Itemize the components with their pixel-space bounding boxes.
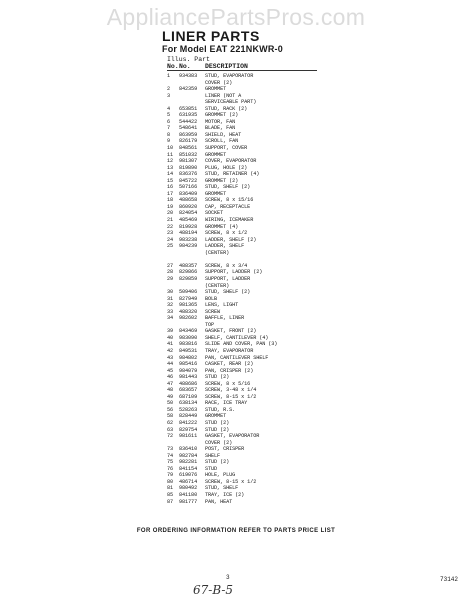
description-cell: GROMMET (2): [205, 177, 239, 184]
description-cell: SUPPORT, LADDER: [205, 275, 251, 282]
part-no-cell: 638134: [179, 400, 198, 407]
part-no-cell: 488658: [179, 197, 198, 204]
description-cell: LADDER, SHELF (2): [205, 236, 257, 243]
description-cell: CAP, RECEPTACLE: [205, 203, 251, 210]
illus-no-cell: 58: [167, 413, 174, 420]
illus-no-cell: 11: [167, 151, 174, 158]
illus-no-cell: 79: [167, 472, 174, 479]
description-cell: GROMMET: [205, 413, 227, 420]
description-cell: STUD (2): [205, 459, 230, 466]
description-cell: COVER, EVAPORATOR: [205, 158, 257, 165]
description-cell: LADDER, SHELF: [205, 243, 245, 250]
part-no-cell: 980492: [179, 485, 198, 492]
illus-no-cell: 4: [167, 105, 171, 112]
illus-no-cell: 15: [167, 177, 174, 184]
part-no-cell: 619076: [179, 472, 198, 479]
part-no-cell: 843469: [179, 328, 198, 335]
part-no-cell: 984239: [179, 243, 198, 250]
part-no-cell: 836376: [179, 171, 198, 178]
ordering-footer: FOR ORDERING INFORMATION REFER TO PARTS PRICE LIST: [136, 528, 336, 534]
part-no-cell: 687109: [179, 393, 198, 400]
part-no-cell: 841154: [179, 465, 198, 472]
part-no-cell: 981611: [179, 433, 198, 440]
description-cell: RACE, ICE TRAY: [205, 400, 248, 407]
part-no-cell: 829866: [179, 269, 198, 276]
description-cell: COVER (2): [205, 439, 233, 446]
part-no-cell: 488320: [179, 308, 198, 315]
illus-no-cell: 32: [167, 302, 174, 309]
part-no-cell: 488686: [179, 380, 198, 387]
description-cell: HOLE, PLUG: [205, 472, 236, 479]
part-no-cell: 981443: [179, 374, 198, 381]
part-no-cell: 845722: [179, 177, 198, 184]
description-cell: TRAY, ICE (2): [205, 492, 245, 498]
description-cell: PAN, HEAT: [205, 498, 233, 505]
description-cell: COVER (2): [205, 79, 233, 86]
description-cell: SHIELD, HEAT: [205, 131, 242, 138]
part-no-cell: 863959: [179, 131, 198, 138]
illus-no-cell: 13: [167, 164, 174, 171]
part-no-cell: [179, 250, 205, 257]
description-cell: SCREW, 8-15 x 1/2: [205, 478, 257, 485]
illus-no-cell: 81: [167, 485, 174, 492]
illus-no-cell: 2: [167, 86, 171, 93]
illus-no-cell: 87: [167, 498, 174, 505]
description-cell: GASKET, FRONT (2): [205, 328, 257, 335]
description-cell: SCREW, 3-48 x 1/4: [205, 387, 257, 394]
part-no-cell: 841222: [179, 419, 198, 426]
illus-no-cell: 63: [167, 426, 174, 433]
illus-no-cell: 75: [167, 459, 174, 466]
illus-no-cell: 30: [167, 289, 174, 296]
illus-no-cell: 25: [167, 243, 174, 250]
description-cell: TOP: [205, 321, 215, 328]
illus-no-cell: 6: [167, 118, 171, 125]
illus-no-cell: 48: [167, 387, 174, 394]
description-cell: STUD, SHELF (2): [205, 289, 251, 296]
description-cell: SCREW, 8 x 5/16: [205, 380, 251, 387]
illus-no-cell: 8: [167, 131, 171, 138]
illus-no-cell: 14: [167, 171, 174, 178]
description-cell: SCREW, 8-15 x 1/2: [205, 393, 257, 400]
description-cell: SUPPORT, LADDER (2): [205, 269, 263, 276]
watermark: AppliancePartsPros.com: [106, 4, 366, 30]
description-cell: STUD (2): [205, 426, 230, 433]
description-cell: PLUG, HOLE (2): [205, 164, 248, 171]
part-no-cell: 981307: [179, 158, 198, 165]
part-no-cell: 631935: [179, 112, 198, 119]
description-cell: BOLB: [205, 295, 218, 302]
part-no-cell: 851032: [179, 151, 198, 158]
description-cell: GASKET, EVAPORATOR: [205, 433, 260, 440]
part-no-cell: 934383: [179, 73, 198, 79]
description-cell: LINER (NOT A: [205, 92, 242, 99]
description-cell: STUD, SHELF: [205, 485, 239, 492]
parts-list: [167, 73, 327, 505]
illus-no-cell: 41: [167, 341, 174, 348]
part-no-cell: 683657: [179, 387, 198, 394]
illus-no-cell: 43: [167, 354, 174, 361]
illus-no-cell: 39: [167, 328, 174, 335]
description-cell: STUD, R.S.: [205, 406, 236, 413]
illus-no-cell: 18: [167, 197, 174, 204]
part-no-cell: 544422: [179, 118, 198, 125]
description-cell: SCREW, 8 x 3/4: [205, 262, 248, 269]
description-cell: STUD, RETAINER (4): [205, 171, 260, 178]
description-cell: STUD: [205, 465, 218, 472]
description-cell: GROMMET: [205, 151, 227, 158]
description-cell: STUD (2): [205, 419, 230, 426]
illus-no-cell: 80: [167, 478, 174, 485]
illus-no-cell: 56: [167, 406, 174, 413]
header-no: No.: [167, 63, 179, 70]
part-no-cell: 841180: [179, 492, 198, 498]
table-row: [167, 499, 327, 506]
part-no-cell: 981777: [179, 498, 198, 505]
illus-no-cell: 29: [167, 275, 174, 282]
illus-no-cell: 19: [167, 203, 174, 210]
part-no-cell: 827949: [179, 295, 198, 302]
illus-no-cell: 42: [167, 347, 174, 354]
illus-no-cell: 20: [167, 210, 174, 217]
description-cell: SCREW, 8 x 15/16: [205, 197, 254, 204]
illus-no-cell: 74: [167, 452, 174, 459]
part-no-cell: 860920: [179, 203, 198, 210]
illus-no-cell: 73: [167, 446, 174, 453]
description-cell: BLADE, FAN: [205, 125, 236, 132]
model-subtitle: For Model EAT 221NKWR-0: [162, 44, 283, 54]
part-no-cell: 842359: [179, 86, 198, 93]
illus-no-cell: 49: [167, 393, 174, 400]
part-no-cell: 848561: [179, 145, 198, 152]
part-no-cell: 983816: [179, 341, 198, 348]
parts-table-header: [167, 63, 317, 71]
description-cell: GROMMET: [205, 86, 227, 93]
document-code: 73142: [440, 576, 459, 583]
part-no-cell: 836410: [179, 446, 198, 453]
part-no-cell: 849531: [179, 347, 198, 354]
page-title: LINER PARTS: [162, 28, 260, 44]
description-cell: SLIDE AND COVER, PAN (3): [205, 341, 278, 348]
description-cell: STUD, RACK (2): [205, 105, 248, 112]
part-no-cell: 985416: [179, 361, 198, 368]
illus-no-cell: 31: [167, 295, 174, 302]
part-no-cell: 507166: [179, 184, 198, 191]
part-no-cell: 488194: [179, 230, 198, 237]
description-cell: STUD, EVAPORATOR: [205, 73, 254, 79]
illus-no-cell: 17: [167, 190, 174, 197]
table-row: [167, 250, 327, 257]
description-cell: (CENTER): [205, 282, 230, 289]
illus-no-cell: 1: [167, 73, 171, 79]
description-cell: POST, CRISPER: [205, 446, 245, 453]
illus-no-cell: 28: [167, 269, 174, 276]
description-cell: SCREW, 8 x 1/2: [205, 230, 248, 237]
illus-no-cell: 62: [167, 419, 174, 426]
illus-no-cell: 7: [167, 125, 171, 132]
illus-no-cell: 50: [167, 400, 174, 407]
illus-no-cell: 44: [167, 361, 174, 368]
description-cell: GROMMET: [205, 190, 227, 197]
part-no-cell: 829754: [179, 426, 198, 433]
part-no-cell: 528263: [179, 406, 198, 413]
illus-no-cell: 23: [167, 230, 174, 237]
illus-no-cell: 72: [167, 433, 174, 440]
part-no-cell: 982602: [179, 315, 198, 322]
illus-no-cell: 9: [167, 138, 171, 145]
handwritten-note: 67-B-5: [193, 583, 234, 597]
part-no-cell: 486714: [179, 478, 198, 485]
illus-no-cell: 24: [167, 236, 174, 243]
description-cell: PAN, CRISPER (2): [205, 367, 254, 374]
part-no-cell: 488357: [179, 262, 198, 269]
part-no-cell: 981365: [179, 302, 198, 309]
illus-no-cell: 76: [167, 465, 174, 472]
illus-no-cell: 3: [167, 92, 171, 99]
description-cell: MOTOR, FAN: [205, 118, 236, 125]
part-no-cell: 548641: [179, 125, 198, 132]
description-cell: SERVICEABLE PART): [205, 99, 257, 106]
illus-no-cell: 27: [167, 262, 174, 269]
part-no-cell: 509406: [179, 289, 198, 296]
page-number: 3: [226, 574, 230, 581]
part-no-cell: 828449: [179, 413, 198, 420]
header-description: DESCRIPTION: [205, 63, 248, 70]
description-cell: GROMMET (2): [205, 112, 239, 119]
part-no-cell: 829859: [179, 275, 198, 282]
description-cell: (CENTER): [205, 249, 230, 256]
description-cell: TRAY, EVAPORATOR: [205, 347, 254, 354]
description-cell: GROMMET (4): [205, 223, 239, 230]
part-no-cell: 824054: [179, 210, 198, 217]
illus-no-cell: 45: [167, 367, 174, 374]
illus-no-cell: 46: [167, 374, 174, 381]
description-cell: SCREW: [205, 308, 221, 315]
part-no-cell: 819890: [179, 164, 198, 171]
illus-no-cell: 33: [167, 308, 174, 315]
part-no-cell: 836409: [179, 190, 198, 197]
illus-no-cell: 34: [167, 315, 174, 322]
description-cell: LENS, LIGHT: [205, 302, 239, 309]
part-no-cell: 653851: [179, 105, 198, 112]
description-cell: STUD, SHELF (2): [205, 184, 251, 191]
illus-part-label: Illus. Part: [167, 56, 210, 63]
description-cell: WIRING, ICEMAKER: [205, 217, 254, 224]
part-no-cell: 983090: [179, 334, 198, 341]
description-cell: SUPPORT, COVER: [205, 145, 248, 152]
description-cell: BAFFLE, LINER: [205, 315, 245, 322]
illus-no-cell: 85: [167, 492, 174, 498]
illus-no-cell: 5: [167, 112, 171, 119]
part-no-cell: 982784: [179, 452, 198, 459]
part-no-cell: 819928: [179, 223, 198, 230]
description-cell: CASKET, REAR (2): [205, 361, 254, 368]
part-no-cell: 982281: [179, 459, 198, 466]
illus-no-cell: 40: [167, 334, 174, 341]
illus-no-cell: 10: [167, 145, 174, 152]
description-cell: SOCKET: [205, 210, 224, 217]
description-cell: PAN, CANTILEVER SHELF: [205, 354, 269, 361]
part-no-cell: 984079: [179, 367, 198, 374]
illus-no-cell: 12: [167, 158, 174, 165]
part-no-cell: 826179: [179, 138, 198, 145]
description-cell: STUD (2): [205, 374, 230, 381]
description-cell: SHELF, CANTILEVER (4): [205, 334, 269, 341]
illus-no-cell: 22: [167, 223, 174, 230]
description-cell: SCROLL, FAN: [205, 138, 239, 145]
illus-no-cell: [167, 250, 179, 257]
part-no-cell: 485469: [179, 217, 198, 224]
illus-no-cell: 21: [167, 217, 174, 224]
header-part-no: No.: [179, 63, 191, 70]
illus-no-cell: 47: [167, 380, 174, 387]
part-no-cell: 983238: [179, 236, 198, 243]
description-cell: SHELF: [205, 452, 221, 459]
illus-no-cell: 16: [167, 184, 174, 191]
part-no-cell: 984802: [179, 354, 198, 361]
